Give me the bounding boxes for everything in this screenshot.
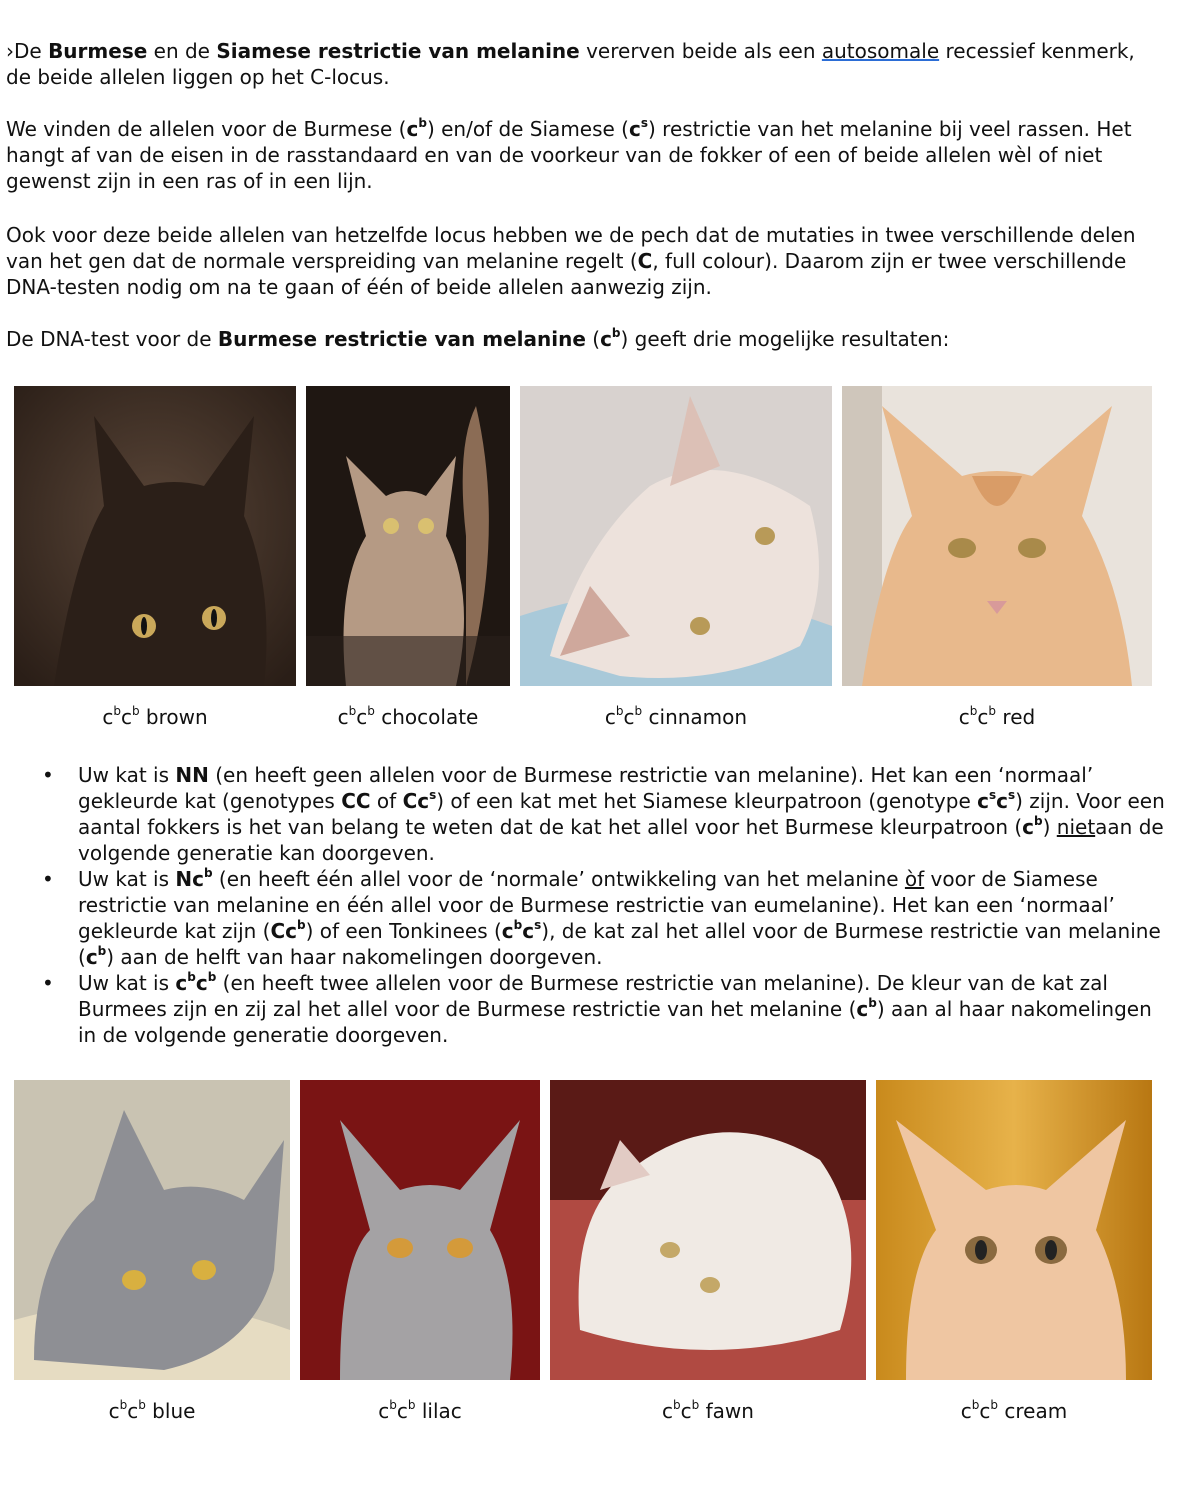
caption-red: $c^bc^b$ red <box>958 704 1036 729</box>
bullet-dot: • <box>42 763 54 787</box>
caption-cinnamon: $c^bc^b$ cinnamon <box>604 704 748 729</box>
cat-photo-red <box>842 386 1152 686</box>
cat-photo-chocolate <box>306 386 510 686</box>
intro-paragraph-1: ›De Burmese en de Siamese restrictie van melanine vererven beide als een autosomale recessief kenmerk, de beide allelen liggen op het C-locus. <box>6 39 1135 89</box>
cat-photo-lilac <box>300 1080 540 1380</box>
cat-photo-cream <box>876 1080 1152 1380</box>
caption-cream: $c^bc^b$ cream <box>960 1398 1068 1423</box>
bullet-dot: • <box>42 971 54 995</box>
caption-chocolate: $c^bc^b$ chocolate <box>337 704 479 729</box>
result-item-nn: • Uw kat is NN (en heeft geen allelen voor de Burmese restrictie van melanine). Het kan een ‘normaal’ gekleurde kat (genotypes CC of Cc$^s$) of een kat met het Siamese kleurpatroon (genotype $c^sc^s$) zijn. Voor een aantal fokkers is het van belang te weten dat de kat het allel voor het Burmese kleurpatroon $(c^b)$ nietaan de volgende generatie kan doorgeven. <box>42 763 1165 865</box>
cat-photo-brown <box>14 386 296 686</box>
intro-paragraph-4: De DNA-test voor de Burmese restrictie van melanine $(c^b)$ geeft drie mogelijke resultaten: <box>6 326 950 351</box>
intro-paragraph-3: Ook voor deze beide allelen van hetzelfde locus hebben we de pech dat de mutaties in twee verschillende delen van het gen dat de normale verspreiding van melanine regelt (C, full colour). Daarom zijn er twee verschillende DNA-testen nodig om na te gaan of één of beide allelen aanwezig zijn. <box>6 223 1136 299</box>
cat-photo-cinnamon <box>520 386 832 686</box>
bullet-dot: • <box>42 867 54 891</box>
caption-fawn: $c^bc^b$ fawn <box>662 1398 754 1423</box>
cat-photo-blue <box>14 1080 290 1380</box>
result-item-ncb: • Uw kat is Nc$^b$ (en heeft één allel voor de ‘normale’ ontwikkeling van het melanine òf voor de Siamese restrictie van melanine en één allel voor de Burmese restrictie van eumelanine). Het kan een ‘normaal’ gekleurde kat zijn (Cc$^b$) of een Tonkinees $(c^bc^s)$, de kat zal het allel voor de Burmese restrictie van melanine $(c^b)$ aan de helft van haar nakomelingen doorgeven. <box>42 866 1161 969</box>
result-list <box>0 762 1170 1048</box>
caption-brown: $c^bc^b$ brown <box>102 704 208 729</box>
cat-photo-fawn <box>550 1080 866 1380</box>
caption-lilac: $c^bc^b$ lilac <box>378 1398 462 1423</box>
caption-blue: $c^bc^b$ blue <box>108 1398 196 1423</box>
intro-paragraph-2: We vinden de allelen voor de Burmese $(c^b)$ en/of de Siamese $(c^s)$ restrictie van het melanine bij veel rassen. Het hangt af van de eisen in de rasstandaard en van de voorkeur van de fokker of een of beide allelen wèl of niet gewenst zijn in een ras of in een lijn. <box>6 116 1132 193</box>
autosomale-spellcheck: autosomale <box>821 39 940 63</box>
result-item-cbcb: • Uw kat is $c^bc^b$ (en heeft twee allelen voor de Burmese restrictie van melanine). De kleur van de kat zal Burmees zijn en zij zal het allel voor de Burmese restrictie van het melanine $(c^b)$ aan al haar nakomelingen in de volgende generatie doorgeven. <box>42 970 1152 1047</box>
